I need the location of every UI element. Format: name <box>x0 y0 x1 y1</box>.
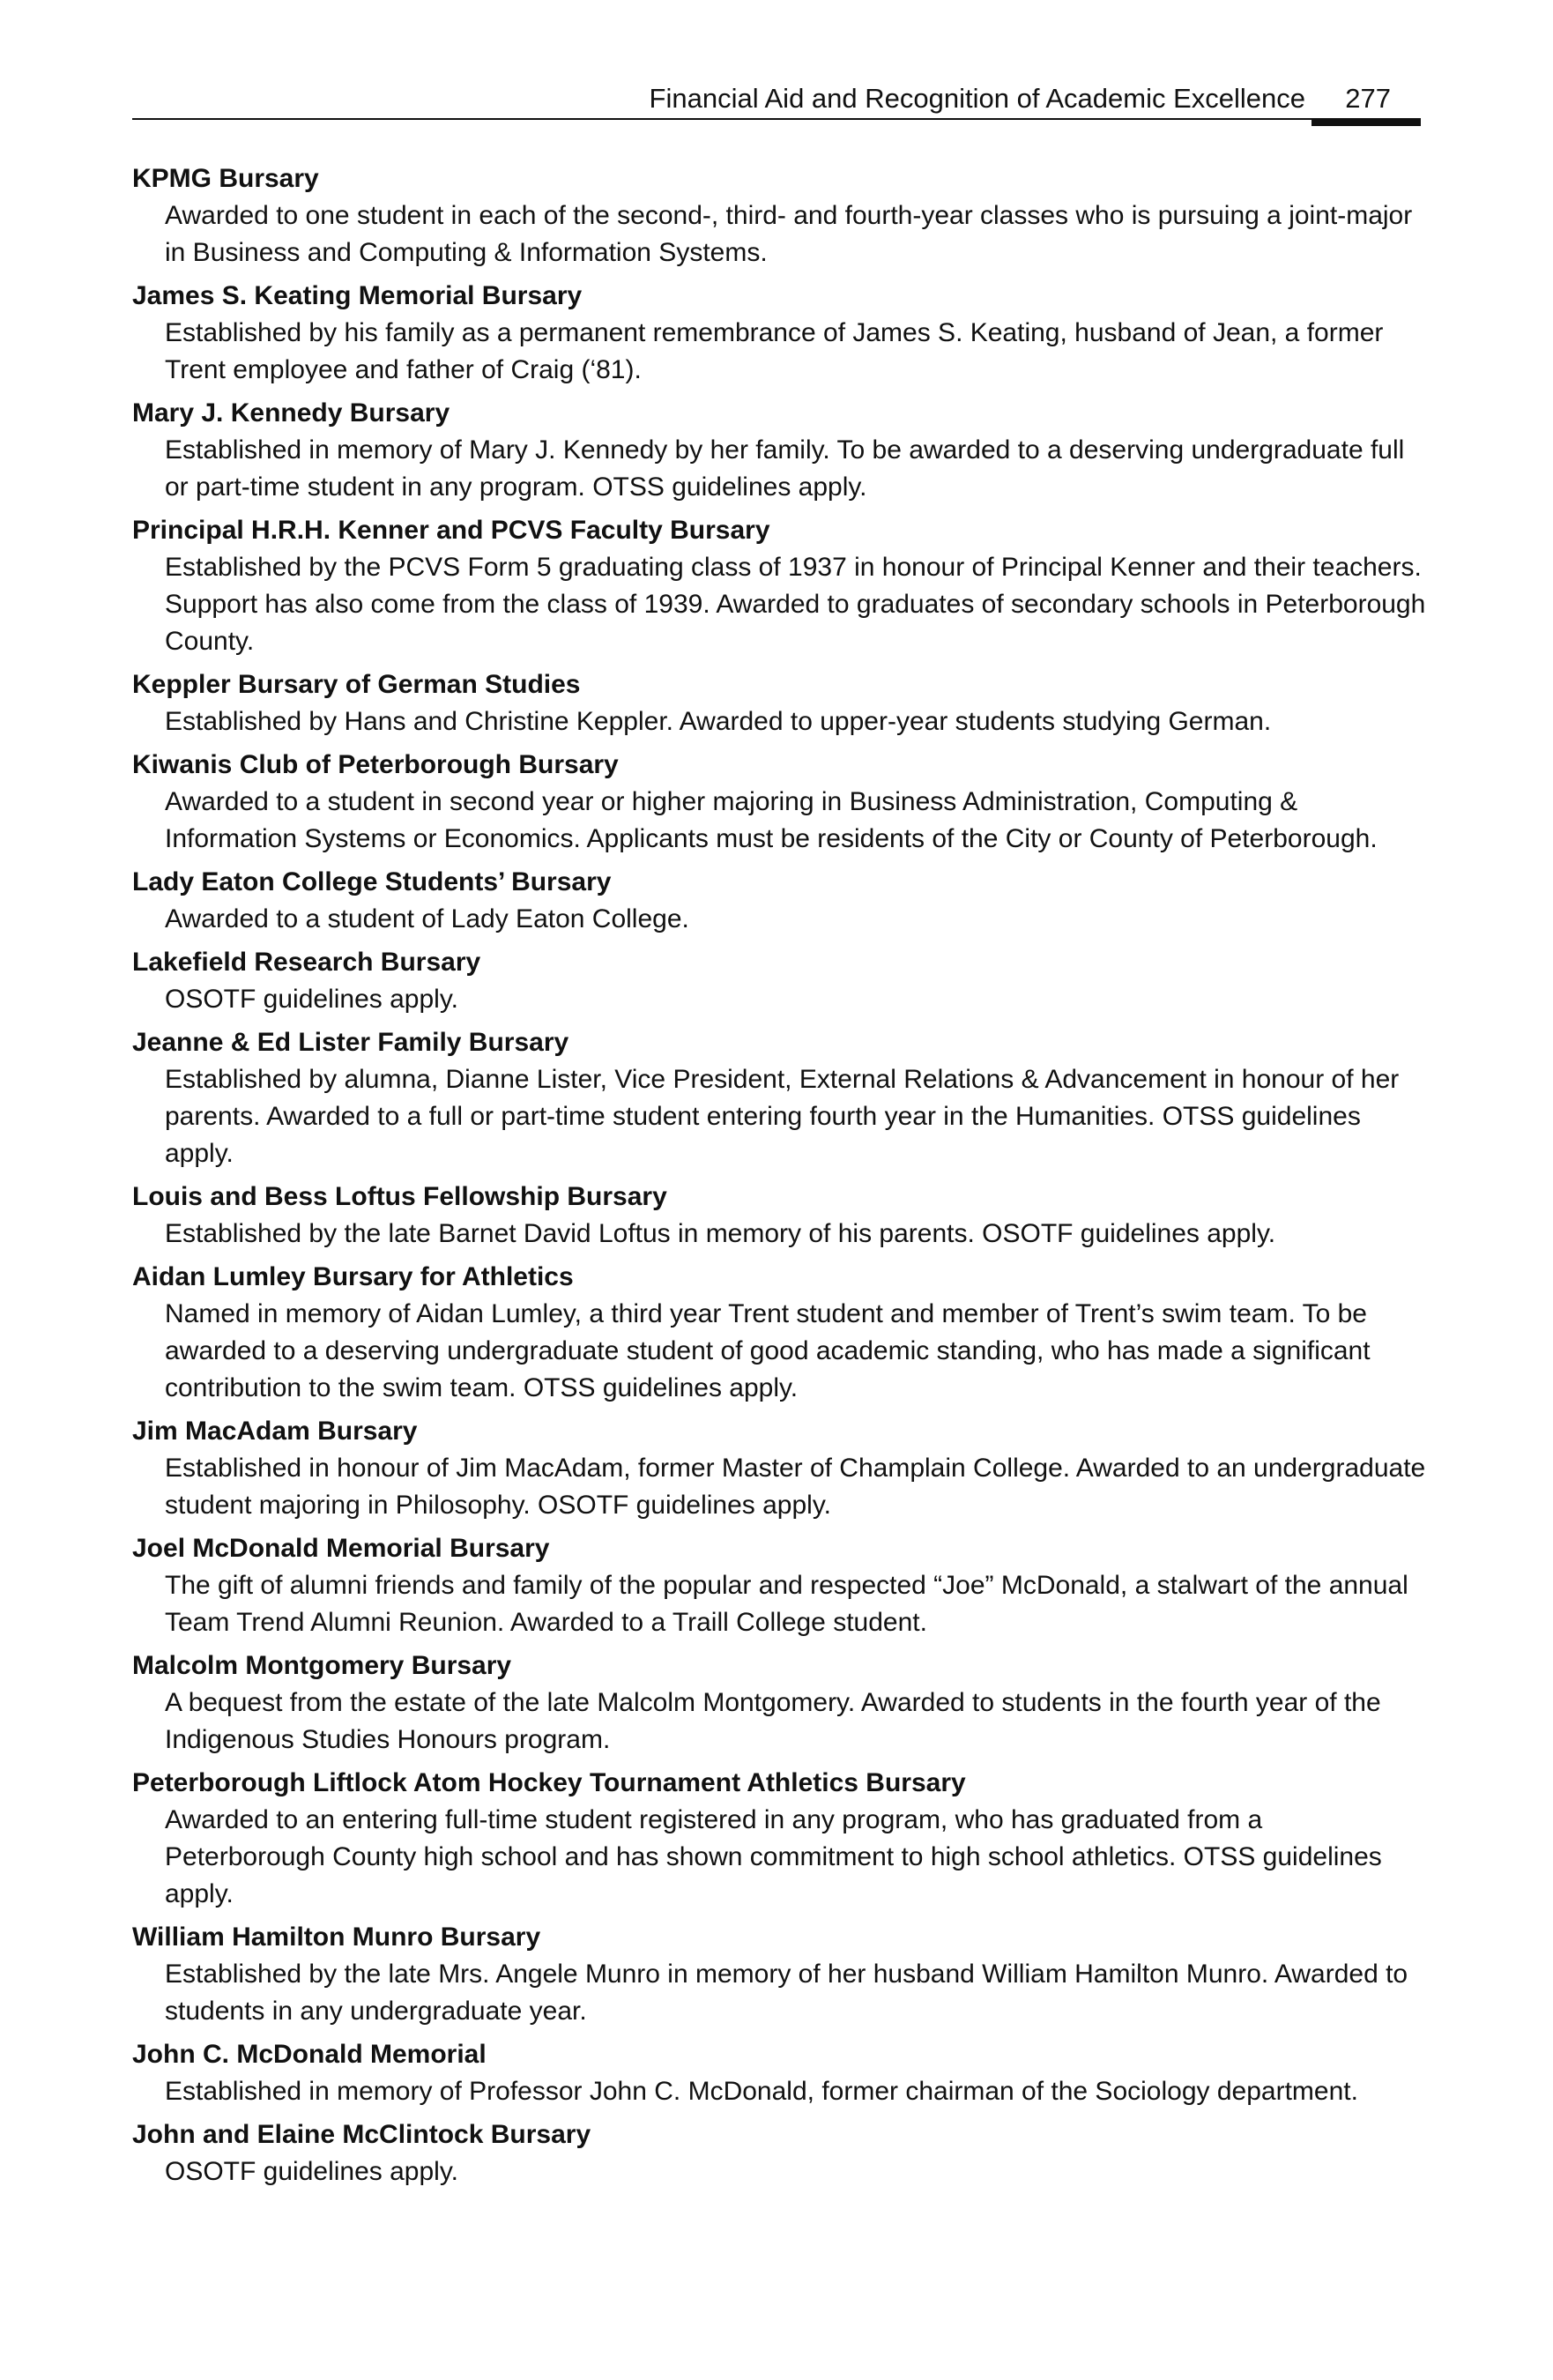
bursary-description: Awarded to a student of Lady Eaton College. <box>165 904 689 933</box>
bursary-description: Established by alumna, Dianne Lister, Vice President, External Relations & Advancement in honour of her parents. Awarded to a full or part-time student entering fourth year in the Humanities. OTSS guidelines apply. <box>165 1065 1400 1168</box>
bursary-title: Malcolm Montgomery Bursary <box>132 1651 512 1680</box>
page-header <box>132 79 1421 123</box>
bursary-title: Lady Eaton College Students’ Bursary <box>132 867 612 896</box>
bursary-description: Awarded to an entering full-time student registered in any program, who has graduated from a Peterborough County high school and has shown commitment to high school athletics. OTSS guidelines apply. <box>165 1805 1382 1908</box>
bursary-description: The gift of alumni friends and family of the popular and respected “Joe” McDonald, a stalwart of the annual Team Trend Alumni Reunion. Awarded to a Traill College student. <box>165 1571 1408 1637</box>
bursary-entry <box>132 160 1428 271</box>
bursary-entry <box>132 1024 1428 1172</box>
bursary-title: James S. Keating Memorial Bursary <box>132 281 583 310</box>
bursary-entry <box>132 512 1428 660</box>
bursary-description: Established by the PCVS Form 5 graduating class of 1937 in honour of Principal Kenner and their teachers. Support has also come from the class of 1939. Awarded to graduates of secondary schools in Peterborough County. <box>165 553 1426 656</box>
bursary-title: Peterborough Liftlock Atom Hockey Tournament Athletics Bursary <box>132 1768 966 1797</box>
bursary-description: Established by his family as a permanent remembrance of James S. Keating, husband of Jean, a former Trent employee and father of Craig (‘81). <box>165 318 1384 384</box>
bursary-description: OSOTF guidelines apply. <box>165 985 458 1014</box>
bursary-entry <box>132 2036 1428 2110</box>
bursary-description: Established by Hans and Christine Keppler. Awarded to upper-year students studying German. <box>165 707 1272 736</box>
bursary-entry <box>132 864 1428 938</box>
bursary-entry <box>132 1530 1428 1641</box>
bursary-entry <box>132 1259 1428 1407</box>
bursary-description: Established in memory of Mary J. Kennedy by her family. To be awarded to a deserving undergraduate full or part-time student in any program. OTSS guidelines apply. <box>165 435 1405 502</box>
header-rule <box>132 118 1421 120</box>
bursary-title: Jeanne & Ed Lister Family Bursary <box>132 1028 569 1057</box>
bursary-description: Established in honour of Jim MacAdam, former Master of Champlain College. Awarded to an undergraduate student majoring in Philosophy. OSOTF guidelines apply. <box>165 1454 1426 1520</box>
bursary-title: Mary J. Kennedy Bursary <box>132 398 450 428</box>
bursary-title: Jim MacAdam Bursary <box>132 1417 418 1446</box>
running-header-title: Financial Aid and Recognition of Academic Excellence <box>649 83 1305 114</box>
bursary-list <box>132 160 1428 2197</box>
bursary-title: John C. McDonald Memorial <box>132 2040 487 2069</box>
bursary-description: Named in memory of Aidan Lumley, a third year Trent student and member of Trent’s swim team. To be awarded to a deserving undergraduate student of good academic standing, who has made a significant contribution to the swim team. OTSS guidelines apply. <box>165 1299 1371 1402</box>
header-tab-block <box>1312 118 1421 126</box>
page-number: 277 <box>1345 83 1391 114</box>
bursary-description: OSOTF guidelines apply. <box>165 2157 458 2186</box>
bursary-description: A bequest from the estate of the late Malcolm Montgomery. Awarded to students in the fourth year of the Indigenous Studies Honours program. <box>165 1688 1381 1754</box>
bursary-title: Aidan Lumley Bursary for Athletics <box>132 1262 574 1291</box>
bursary-entry <box>132 395 1428 506</box>
bursary-entry <box>132 278 1428 389</box>
bursary-entry <box>132 1413 1428 1524</box>
bursary-title: Keppler Bursary of German Studies <box>132 670 581 699</box>
bursary-entry <box>132 1647 1428 1759</box>
bursary-title: Joel McDonald Memorial Bursary <box>132 1534 550 1563</box>
bursary-title: Kiwanis Club of Peterborough Bursary <box>132 750 619 779</box>
bursary-title: KPMG Bursary <box>132 164 319 193</box>
bursary-entry <box>132 1179 1428 1253</box>
bursary-entry <box>132 1765 1428 1913</box>
bursary-description: Established by the late Barnet David Loftus in memory of his parents. OSOTF guidelines apply. <box>165 1219 1276 1248</box>
bursary-title: Louis and Bess Loftus Fellowship Bursary <box>132 1182 667 1211</box>
bursary-title: Principal H.R.H. Kenner and PCVS Faculty Bursary <box>132 516 770 545</box>
bursary-entry <box>132 747 1428 858</box>
bursary-entry <box>132 666 1428 740</box>
bursary-description: Established by the late Mrs. Angele Munro in memory of her husband William Hamilton Munro. Awarded to students in any undergraduate year. <box>165 1960 1408 2026</box>
bursary-title: John and Elaine McClintock Bursary <box>132 2120 591 2149</box>
bursary-title: William Hamilton Munro Bursary <box>132 1923 541 1952</box>
bursary-entry <box>132 944 1428 1018</box>
bursary-title: Lakefield Research Bursary <box>132 948 481 977</box>
bursary-description: Awarded to a student in second year or higher majoring in Business Administration, Computing & Information Systems or Economics. Applicants must be residents of the City or County of Peterborough. <box>165 787 1378 853</box>
bursary-entry <box>132 2116 1428 2190</box>
bursary-description: Established in memory of Professor John C. McDonald, former chairman of the Sociology department. <box>165 2077 1358 2106</box>
bursary-entry <box>132 1919 1428 2030</box>
bursary-description: Awarded to one student in each of the second-, third- and fourth-year classes who is pursuing a joint-major in Business and Computing & Information Systems. <box>165 201 1413 267</box>
